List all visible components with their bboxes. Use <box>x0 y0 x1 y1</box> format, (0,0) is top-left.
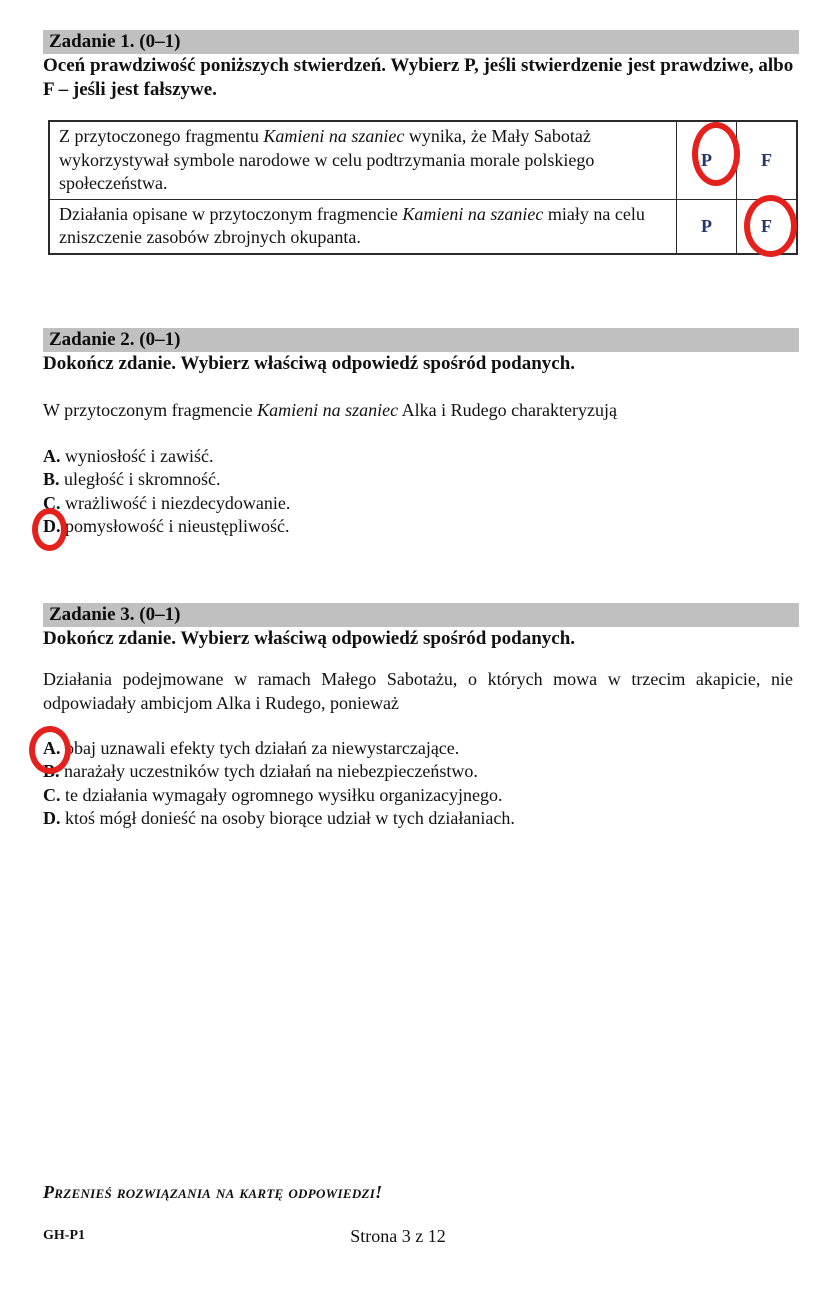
row1-choice-f[interactable]: F <box>737 121 798 199</box>
page-number: Strona 3 z 12 <box>350 1226 446 1246</box>
option-text: wrażliwość i niezdecydowanie. <box>65 492 291 513</box>
option-text: pomysłowość i nieustępliwość. <box>65 516 290 537</box>
task2-instruction: Dokończ zdanie. Wybierz właściwą odpowiedź spośród podanych. <box>43 353 576 374</box>
task2-option-a[interactable] <box>43 445 290 468</box>
option-letter: D. <box>43 808 61 829</box>
option-letter: B. <box>43 469 60 490</box>
task2-stem-prefix: W przytoczonym fragmencie <box>43 400 258 420</box>
answer-mark-task3-option-a <box>29 726 71 774</box>
task1-title: Zadanie 1. (0–1) <box>49 31 181 52</box>
task2-option-c[interactable] <box>43 492 290 515</box>
option-text: obaj uznawali efekty tych działań za niewystarczające. <box>65 738 460 758</box>
task3-option-c[interactable] <box>43 784 515 807</box>
task2-stem-suffix: Alka i Rudego charakteryzują <box>398 400 617 420</box>
transfer-note: Przenieś rozwiązania na kartę odpowiedzi! <box>43 1182 383 1202</box>
option-letter: D. <box>43 516 61 537</box>
row1-choice-p[interactable]: P <box>677 121 737 199</box>
option-text: uległość i skromność. <box>64 469 221 490</box>
statement-2-suffix: miały na celu zniszczenie zasobów zbrojnych okupanta. <box>59 203 645 247</box>
option-text: wyniosłość i zawiść. <box>65 446 214 466</box>
option-letter: C. <box>43 492 61 513</box>
task2-title: Zadanie 2. (0–1) <box>49 329 181 350</box>
row2-choice-p[interactable]: P <box>677 199 737 254</box>
option-text: te działania wymagały ogromnego wysiłku organizacyjnego. <box>65 784 503 805</box>
statement-row-2 <box>49 199 797 254</box>
statement-1-suffix: wynika, że Mały Sabotaż wykorzystywał symbole narodowe w celu podtrzymania morale polskiego społeczeństwa. <box>59 126 595 193</box>
option-letter: A. <box>43 738 61 758</box>
answer-mark-task1-row2-f <box>744 195 797 257</box>
option-text: narażały uczestników tych działań na niebezpieczeństwo. <box>64 761 478 782</box>
task3-stem: Działania podejmowane w ramach Małego Sabotażu, o których mowa w trzecim akapicie, nie odpowiadały ambicjom Alka i Rudego, ponieważ <box>43 669 793 713</box>
booklet-code: GH-P1 <box>43 1228 85 1243</box>
statement-2-prefix: Działania opisane w przytoczonym fragmencie <box>59 203 403 224</box>
task2-stem-book-title: Kamieni na szaniec <box>257 400 399 420</box>
statement-1-book-title: Kamieni na szaniec <box>263 126 405 146</box>
task3-options <box>43 737 515 831</box>
answer-mark-task1-row1-p <box>692 122 740 186</box>
task3-header-bar <box>43 603 799 627</box>
statement-1-prefix: Z przytoczonego fragmentu <box>59 126 264 146</box>
task2-option-b[interactable] <box>43 468 290 491</box>
task2-option-d[interactable] <box>43 515 290 538</box>
task2-header-bar <box>43 328 799 352</box>
statement-row-1 <box>49 121 797 199</box>
row2-choice-f[interactable]: F <box>737 199 798 254</box>
task3-option-a[interactable] <box>43 737 515 760</box>
option-letter: B. <box>43 761 60 782</box>
task1-instruction: Oceń prawdziwość poniższych stwierdzeń. Wybierz P, jeśli stwierdzenie jest prawdziwe, albo F – jeśli jest fałszywe. <box>43 55 794 100</box>
option-letter: C. <box>43 784 61 805</box>
task3-option-b[interactable] <box>43 760 515 783</box>
task3-title: Zadanie 3. (0–1) <box>49 604 181 625</box>
statement-2-book-title: Kamieni na szaniec <box>402 203 544 224</box>
statement-text-1 <box>49 121 677 199</box>
answer-mark-task2-option-d <box>32 508 67 551</box>
task3-option-d[interactable] <box>43 807 515 830</box>
statement-text-2 <box>49 199 677 254</box>
task3-instruction: Dokończ zdanie. Wybierz właściwą odpowiedź spośród podanych. <box>43 628 576 649</box>
task1-header-bar <box>43 30 799 54</box>
task1-true-false-table <box>48 120 798 255</box>
option-letter: A. <box>43 446 61 466</box>
task2-options <box>43 445 290 539</box>
task2-stem <box>43 399 799 423</box>
option-text: ktoś mógł donieść na osoby biorące udział w tych działaniach. <box>65 808 515 829</box>
